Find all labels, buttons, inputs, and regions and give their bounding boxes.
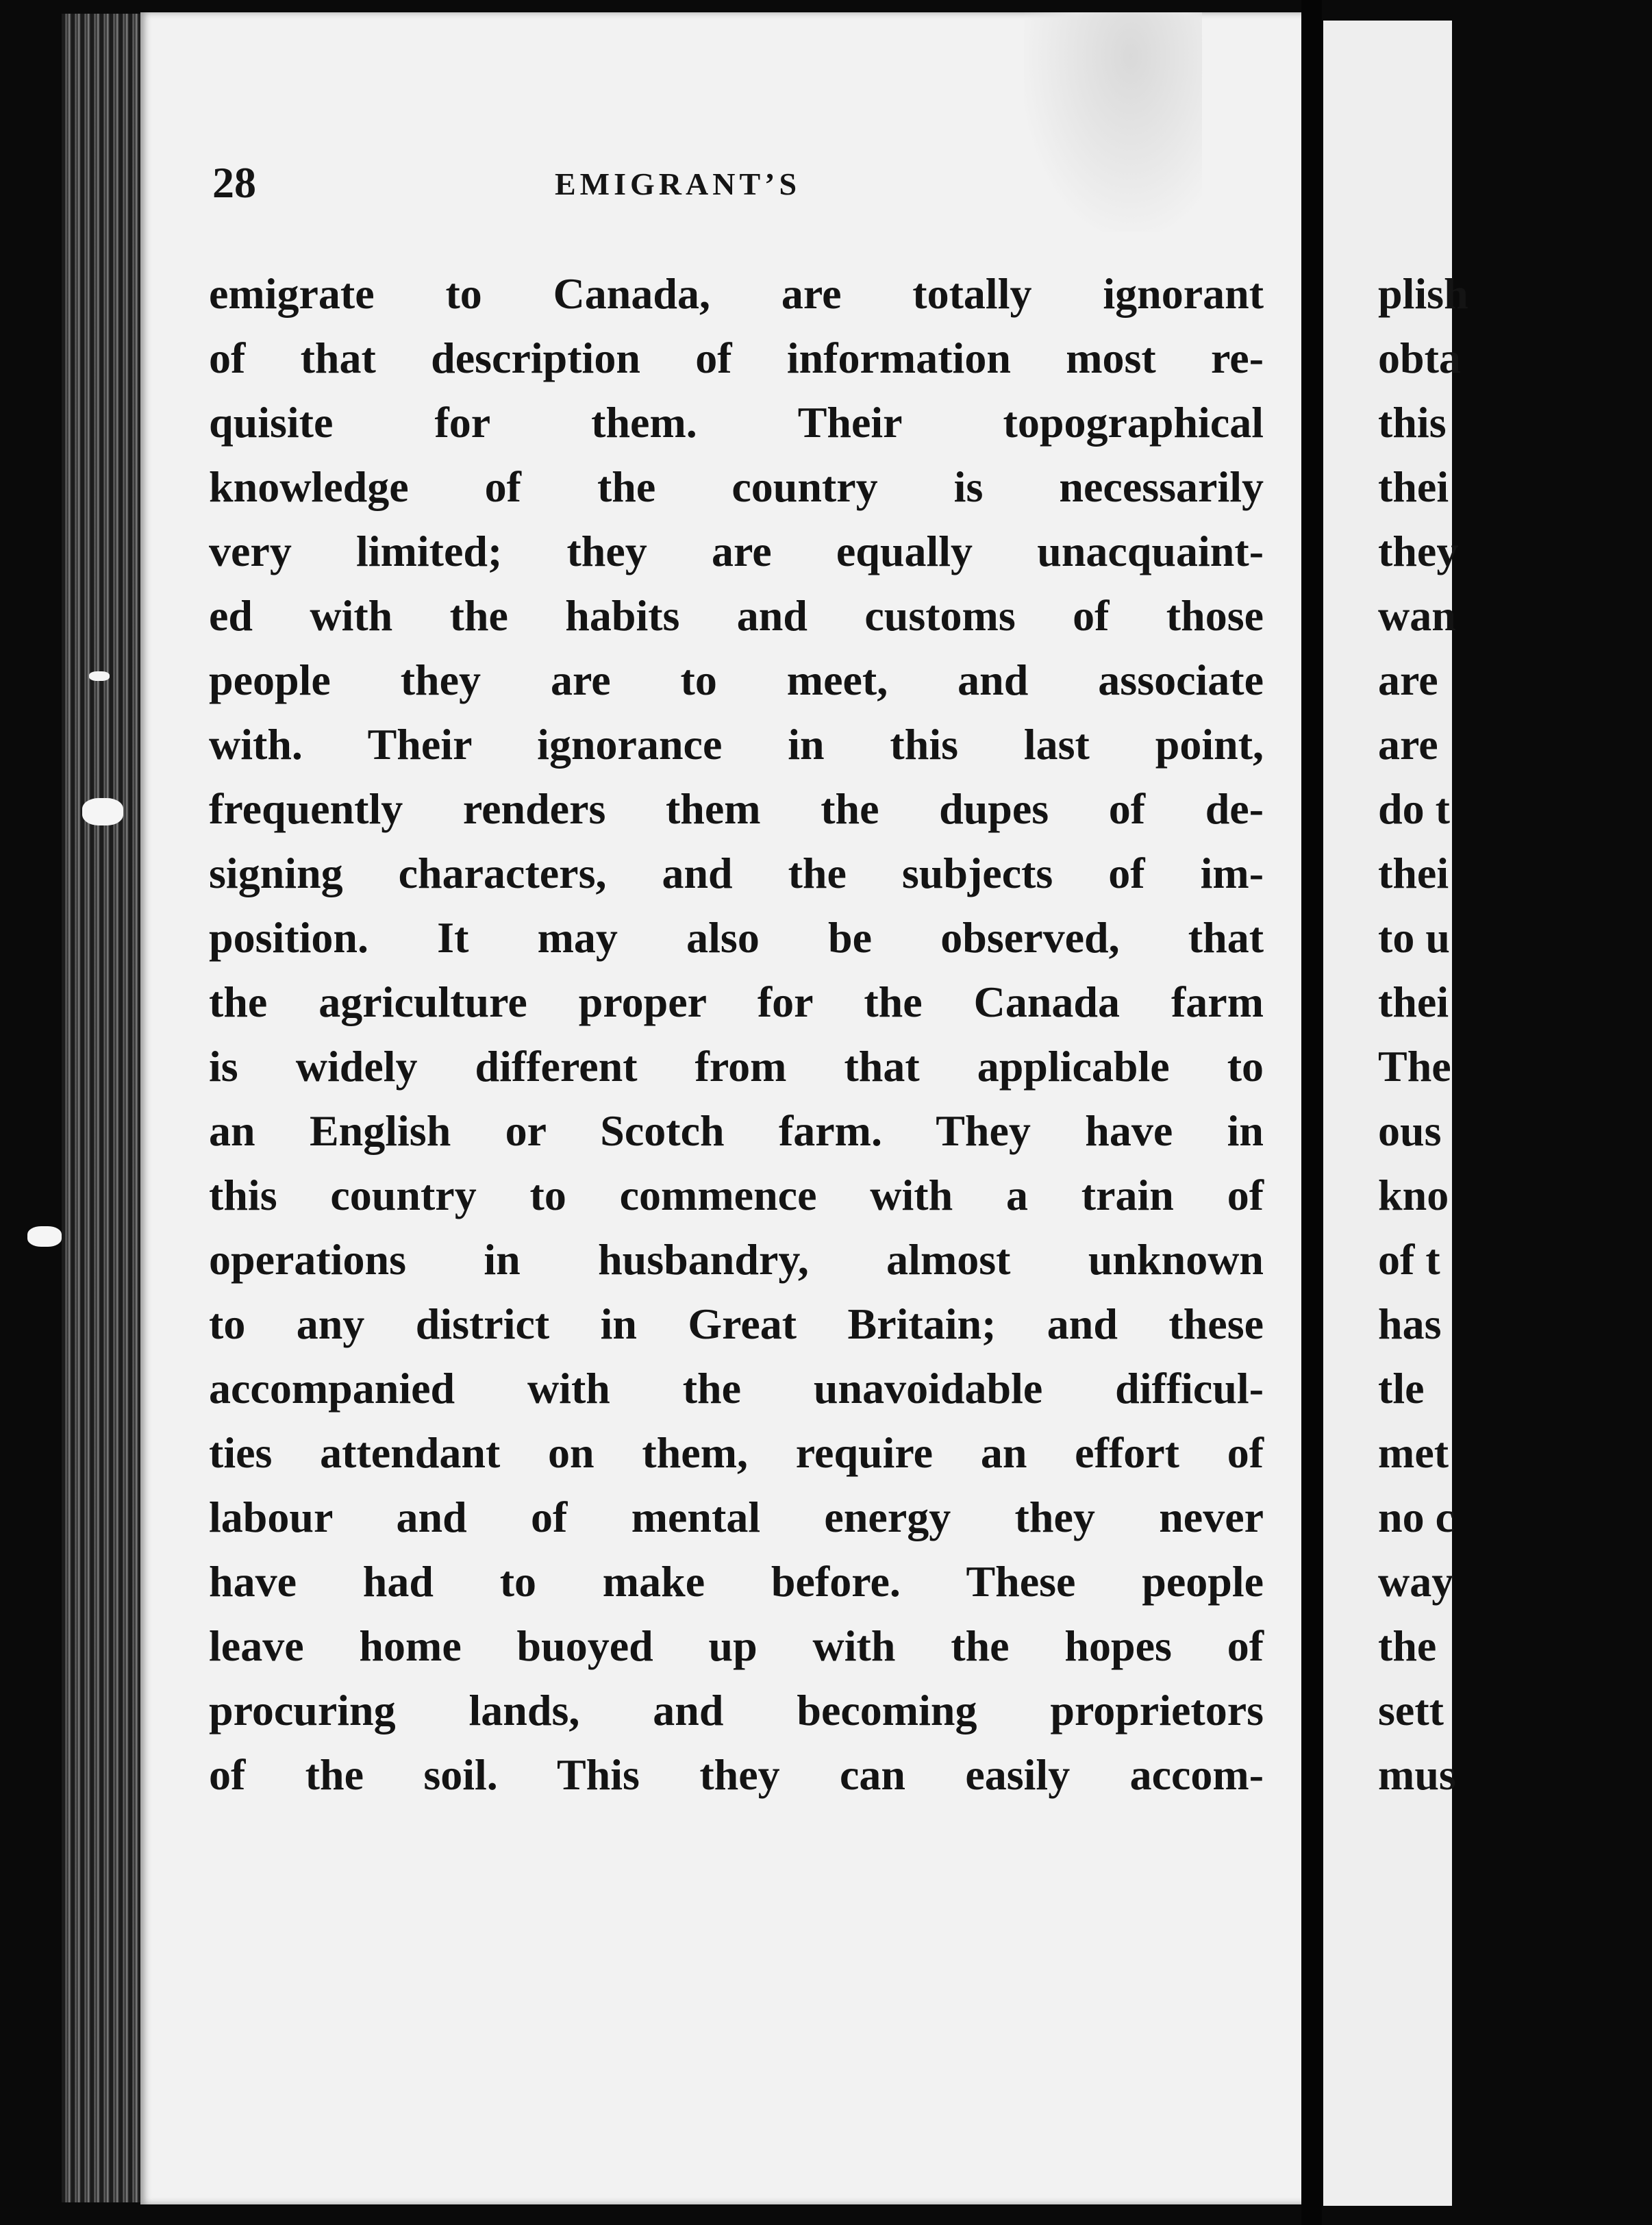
- text-line: emigrate to Canada, are totally ignorant: [209, 269, 1264, 318]
- scan-speck: [82, 798, 123, 825]
- text-line: this country to commence with a train of: [209, 1171, 1264, 1219]
- text-line: is widely different from that applicable to: [209, 1042, 1264, 1091]
- facing-text-line: the: [1378, 1621, 1437, 1670]
- facing-text-line: are: [1378, 656, 1438, 704]
- facing-text-line: they: [1378, 527, 1459, 575]
- text-line: to any district in Great Britain; and these: [209, 1300, 1264, 1348]
- facing-text-line: this: [1378, 398, 1447, 447]
- facing-text-line: no c: [1378, 1493, 1455, 1541]
- text-line: position. It may also be observed, that: [209, 913, 1264, 962]
- text-line: knowledge of the country is necessarily: [209, 462, 1264, 511]
- page-gutter: [1301, 0, 1322, 2225]
- text-line: leave home buoyed up with the hopes of: [209, 1621, 1264, 1670]
- scan-speck: [89, 671, 110, 681]
- facing-text-line: kno: [1378, 1171, 1449, 1219]
- facing-text-line: tle: [1378, 1364, 1425, 1413]
- facing-text-line: thei: [1378, 462, 1449, 511]
- facing-text-line: of t: [1378, 1235, 1440, 1284]
- facing-text-line: to u: [1378, 913, 1450, 962]
- text-line: the agriculture proper for the Canada farm: [209, 978, 1264, 1026]
- facing-page-text: [1378, 262, 1652, 1807]
- text-line: quisite for them. Their topographical: [209, 398, 1264, 447]
- text-line: procuring lands, and becoming proprietors: [209, 1686, 1264, 1735]
- facing-text-line: sett: [1378, 1686, 1444, 1735]
- text-line: labour and of mental energy they never: [209, 1493, 1264, 1541]
- facing-text-line: mus: [1378, 1750, 1456, 1799]
- facing-text-line: thei: [1378, 978, 1449, 1026]
- facing-text-line: ous: [1378, 1106, 1442, 1155]
- text-line: people they are to meet, and associate: [209, 656, 1264, 704]
- running-title: EMIGRANT’S: [555, 166, 801, 201]
- scan-speck: [27, 1226, 62, 1247]
- facing-page: [1323, 21, 1468, 2206]
- text-line: have had to make before. These people: [209, 1557, 1264, 1606]
- text-line: ties attendant on them, require an effort of: [209, 1428, 1264, 1477]
- facing-text-line: plish: [1378, 269, 1468, 318]
- text-line: very limited; they are equally unacquaint-: [209, 527, 1264, 575]
- facing-text-line: The: [1378, 1042, 1451, 1091]
- facing-text-line: obta: [1378, 334, 1461, 382]
- text-line: signing characters, and the subjects of im-: [209, 849, 1264, 897]
- body-text: [209, 262, 1264, 1807]
- facing-text-line: wan: [1378, 591, 1456, 640]
- text-line: accompanied with the unavoidable difficul-: [209, 1364, 1264, 1413]
- facing-text-line: thei: [1378, 849, 1449, 897]
- text-line: operations in husbandry, almost unknown: [209, 1235, 1264, 1284]
- text-line: ed with the habits and customs of those: [209, 591, 1264, 640]
- facing-text-line: are: [1378, 720, 1438, 769]
- text-line: of that description of information most re-: [209, 334, 1264, 382]
- text-line: frequently renders them the dupes of de-: [209, 784, 1264, 833]
- facing-text-line: way: [1378, 1557, 1454, 1606]
- text-line: with. Their ignorance in this last point,: [209, 720, 1264, 769]
- facing-text-line: met: [1378, 1428, 1449, 1477]
- text-line: an English or Scotch farm. They have in: [209, 1106, 1264, 1155]
- text-line: of the soil. This they can easily accom-: [209, 1750, 1264, 1799]
- running-head: [212, 158, 1171, 212]
- facing-text-line: do t: [1378, 784, 1450, 833]
- facing-text-line: has: [1378, 1300, 1442, 1348]
- page-number: 28: [212, 158, 256, 207]
- page-edge: [62, 14, 144, 2202]
